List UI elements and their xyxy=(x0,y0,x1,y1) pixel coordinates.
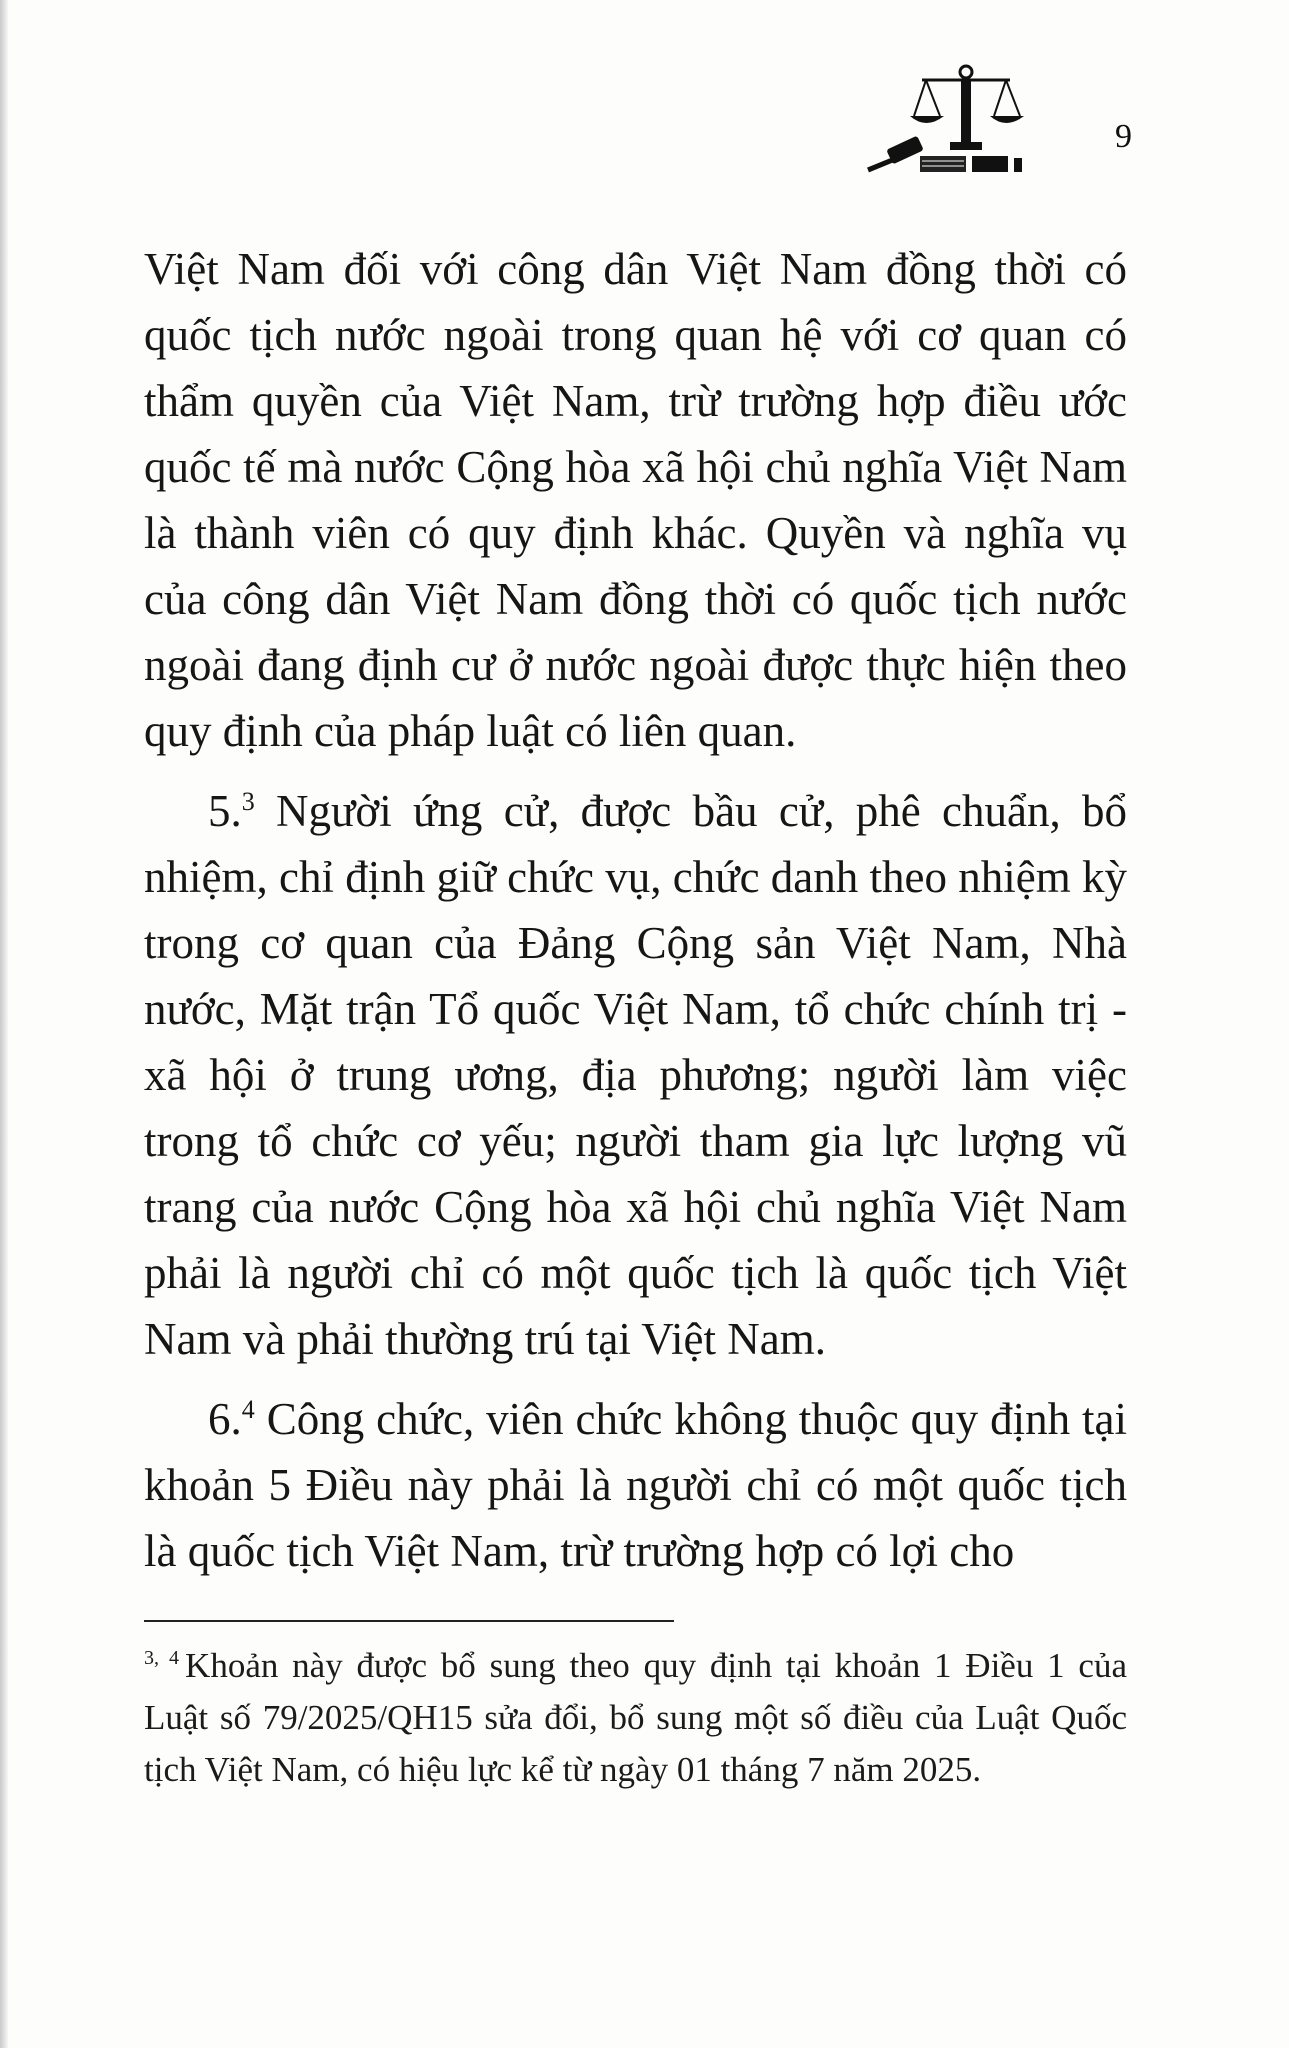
footnote-marker: 3, 4 xyxy=(144,1647,180,1670)
paragraph-clause-6 xyxy=(144,1386,1127,1584)
footnotes xyxy=(144,1640,1127,1796)
footnote-reference: 4 xyxy=(241,1395,255,1424)
page-number: 9 xyxy=(1115,118,1132,155)
scales-of-justice-and-gavel-icon xyxy=(860,58,1060,178)
footnote-text: Khoản này được bổ sung theo quy định tại khoản 1 Điều 1 của Luật số 79/2025/QH15 sửa đổi, bổ sung một số điều của Luật Quốc tịch Việt Nam, có hiệu lực kể từ ngày 01 tháng 7 năm 2025. xyxy=(144,1646,1127,1789)
footnote-divider xyxy=(144,1620,674,1622)
page-header xyxy=(860,58,1150,188)
body-text xyxy=(144,236,1127,1584)
footnote-reference: 3 xyxy=(241,787,255,816)
page-edge-shadow xyxy=(0,0,8,2048)
clause-number: 5. xyxy=(208,786,242,836)
footnote-item xyxy=(144,1640,1127,1796)
paragraph-clause-5 xyxy=(144,778,1127,1372)
paragraph-continuation: Việt Nam đối với công dân Việt Nam đồng thời có quốc tịch nước ngoài trong quan hệ với cơ quan có thẩm quyền của Việt Nam, trừ trường hợp điều ước quốc tế mà nước Cộng hòa xã hội chủ nghĩa Việt Nam là thành viên có quy định khác. Quyền và nghĩa vụ của công dân Việt Nam đồng thời có quốc tịch nước ngoài đang định cư ở nước ngoài được thực hiện theo quy định của pháp luật có liên quan. xyxy=(144,244,1127,756)
clause-text: Công chức, viên chức không thuộc quy định tại khoản 5 Điều này phải là người chỉ có một quốc tịch là quốc tịch Việt Nam, trừ trường hợp có lợi cho xyxy=(144,1394,1128,1576)
clause-number: 6. xyxy=(208,1394,242,1444)
clause-text: Người ứng cử, được bầu cử, phê chuẩn, bổ nhiệm, chỉ định giữ chức vụ, chức danh theo nhiệm kỳ trong cơ quan của Đảng Cộng sản Việt Nam, Nhà nước, Mặt trận Tổ quốc Việt Nam, tổ chức chính trị - xã hội ở trung ương, địa phương; người làm việc trong tổ chức cơ yếu; người tham gia lực lượng vũ trang của nước Cộng hòa xã hội chủ nghĩa Việt Nam phải là người chỉ có một quốc tịch là quốc tịch Việt Nam và phải thường trú tại Việt Nam. xyxy=(144,786,1127,1364)
